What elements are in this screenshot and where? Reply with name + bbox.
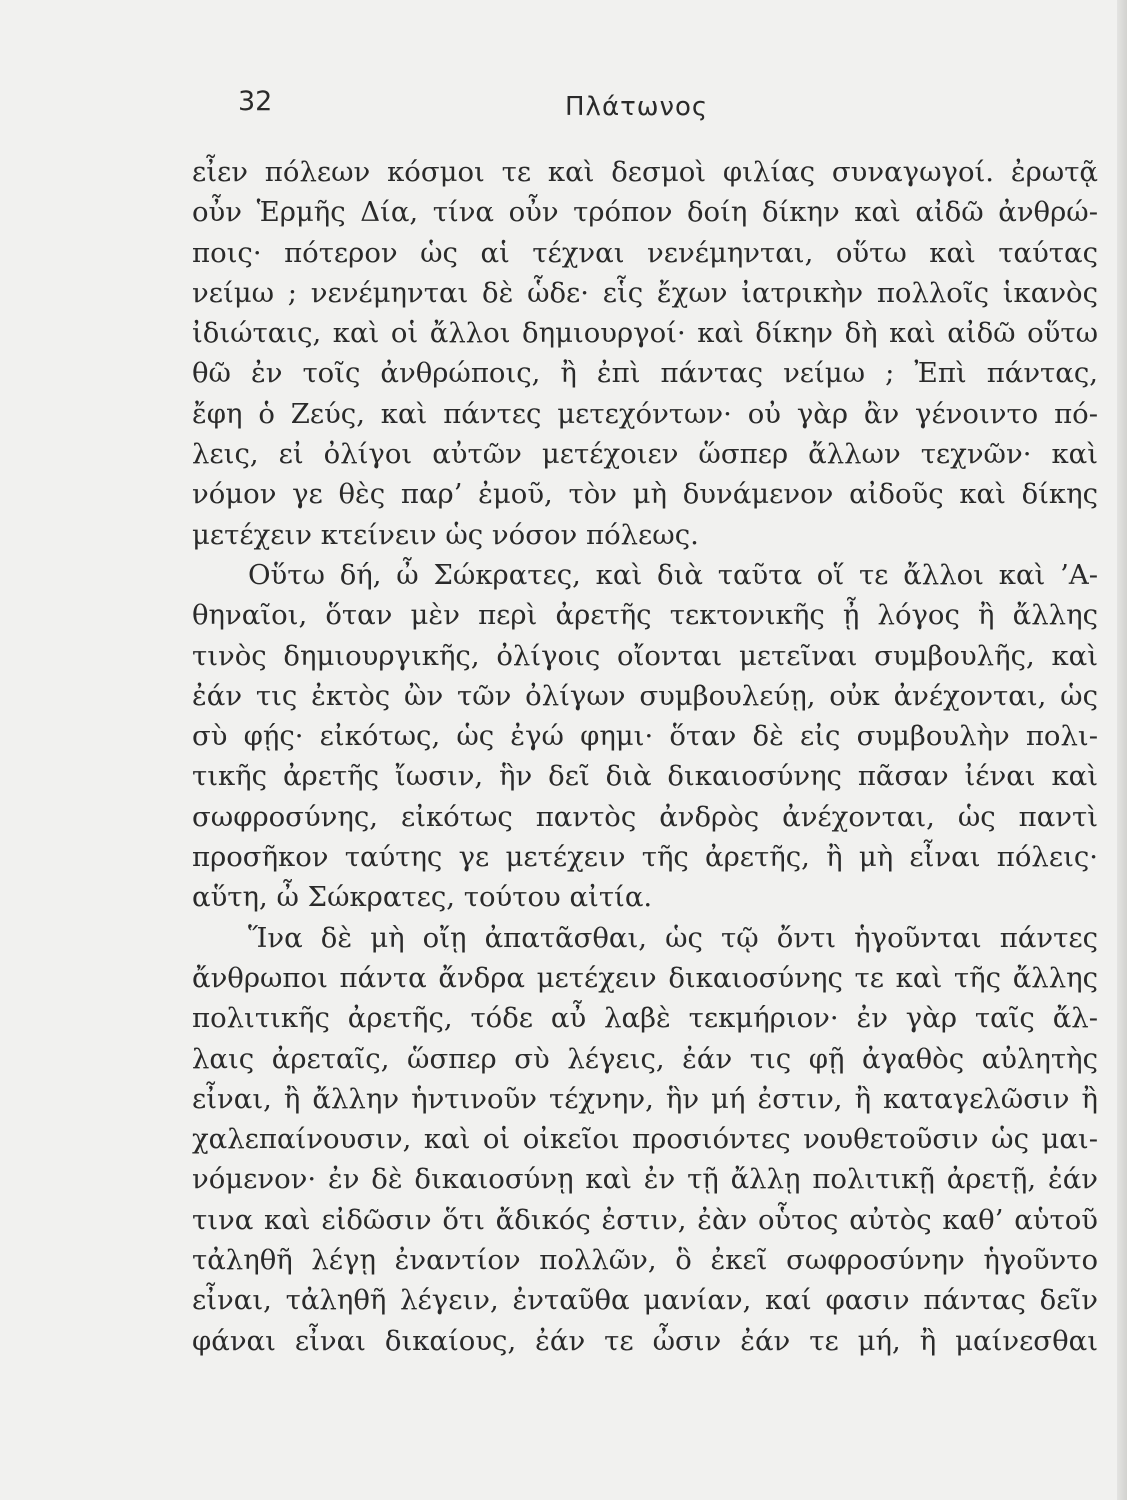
text-line: ἔφη ὁ Ζεύς, καὶ πάντες μετεχόντων· οὐ γὰρ ἂν γένοιντο πό- <box>192 397 1098 430</box>
text-line: τινὸς δημιουργικῆς, ὀλίγοις οἴονται μετεῖναι συμβουλῆς, καὶ <box>192 639 1098 672</box>
text-line: τἀληθῆ λέγῃ ἐναντίον πολλῶν, ὃ ἐκεῖ σωφροσύνην ἡγοῦντο <box>192 1244 1098 1277</box>
text-line: πολιτικῆς ἀρετῆς, τόδε αὖ λαβὲ τεκμήριον· ἐν γὰρ ταῖς ἄλ- <box>192 1002 1098 1035</box>
text-line: νόμενον· ἐν δὲ δικαιοσύνῃ καὶ ἐν τῇ ἄλλῃ πολιτικῇ ἀρετῇ, ἐάν <box>192 1163 1098 1196</box>
text-line: λαις ἀρεταῖς, ὥσπερ σὺ λέγεις, ἐάν τις φῇ ἀγαθὸς αὐλητὴς <box>192 1042 1098 1075</box>
text-line: λεις, εἰ ὀλίγοι αὐτῶν μετέχοιεν ὥσπερ ἄλλων τεχνῶν· καὶ <box>192 438 1098 471</box>
text-line: εἶεν πόλεων κόσμοι τε καὶ δεσμοὶ φιλίας συναγωγοί. ἐρωτᾷ <box>192 156 1098 188</box>
text-line: εἶναι, ἢ ἄλλην ἡντινοῦν τέχνην, ἣν μή ἐστιν, ἢ καταγελῶσιν ἢ <box>192 1082 1098 1115</box>
running-title: Πλάτωνος <box>565 92 709 122</box>
text-line: σὺ φῄς· εἰκότως, ὡς ἐγώ φημι· ὅταν δὲ εἰς συμβουλὴν πολι- <box>192 720 1098 753</box>
text-line: αὕτη, ὦ Σώκρατες, τούτου αἰτία. <box>192 881 653 914</box>
text-line: νείμω ; νενέμηνται δὲ ὧδε· εἷς ἔχων ἰατρικὴν πολλοῖς ἱκανὸς <box>192 276 1098 309</box>
text-line: θηναῖοι, ὅταν μὲν περὶ ἀρετῆς τεκτονικῆς ᾖ λόγος ἢ ἄλλης <box>192 599 1098 632</box>
text-line: μετέχειν κτείνειν ὡς νόσον πόλεως. <box>192 518 699 551</box>
body-text <box>192 152 1098 1361</box>
text-line: τικῆς ἀρετῆς ἴωσιν, ἣν δεῖ διὰ δικαιοσύνης πᾶσαν ἰέναι καὶ <box>192 760 1098 793</box>
text-line: Ἵνα δὲ μὴ οἴῃ ἀπατᾶσθαι, ὡς τῷ ὄντι ἡγοῦνται πάντες <box>248 921 1098 954</box>
text-line: ἐάν τις ἐκτὸς ὢν τῶν ὀλίγων συμβουλεύῃ, οὐκ ἀνέχονται, ὡς <box>192 679 1098 712</box>
paragraph <box>192 152 1098 555</box>
page-number: 32 <box>238 86 273 117</box>
paragraph <box>192 555 1098 918</box>
text-line: ἰδιώταις, καὶ οἱ ἄλλοι δημιουργοί· καὶ δίκην δὴ καὶ αἰδῶ οὕτω <box>192 317 1098 350</box>
page-edge <box>1117 0 1127 1500</box>
text-line: εἶναι, τἀληθῆ λέγειν, ἐνταῦθα μανίαν, καί φασιν πάντας δεῖν <box>192 1284 1098 1317</box>
text-line: νόμον γε θὲς παρ’ ἐμοῦ, τὸν μὴ δυνάμενον αἰδοῦς καὶ δίκης <box>192 478 1098 511</box>
text-line: χαλεπαίνουσιν, καὶ οἱ οἰκεῖοι προσιόντες νουθετοῦσιν ὡς μαι- <box>192 1123 1098 1156</box>
text-line: σωφροσύνης, εἰκότως παντὸς ἀνδρὸς ἀνέχονται, ὡς παντὶ <box>192 800 1098 833</box>
page-header <box>0 86 1127 126</box>
text-line: ποις· πότερον ὡς αἱ τέχναι νενέμηνται, οὕτω καὶ ταύτας <box>192 236 1098 269</box>
text-line: τινα καὶ εἰδῶσιν ὅτι ἄδικός ἐστιν, ἐὰν οὗτος αὐτὸς καθ’ αὑτοῦ <box>192 1203 1098 1236</box>
text-line: προσῆκον ταύτης γε μετέχειν τῆς ἀρετῆς, ἢ μὴ εἶναι πόλεις· <box>192 841 1098 874</box>
text-line: θῶ ἐν τοῖς ἀνθρώποις, ἢ ἐπὶ πάντας νείμω ; Ἐπὶ πάντας, <box>192 357 1098 390</box>
text-line: οὖν Ἑρμῆς Δία, τίνα οὖν τρόπον δοίη δίκην καὶ αἰδῶ ἀνθρώ- <box>192 196 1098 229</box>
paragraph <box>192 918 1098 1361</box>
text-line: Οὕτω δή, ὦ Σώκρατες, καὶ διὰ ταῦτα οἵ τε ἄλλοι καὶ ’Α- <box>248 558 1098 591</box>
text-line: φάναι εἶναι δικαίους, ἐάν τε ὦσιν ἐάν τε μή, ἢ μαίνεσθαι <box>192 1324 1098 1357</box>
text-line: ἄνθρωποι πάντα ἄνδρα μετέχειν δικαιοσύνης τε καὶ τῆς ἄλλης <box>192 961 1098 994</box>
